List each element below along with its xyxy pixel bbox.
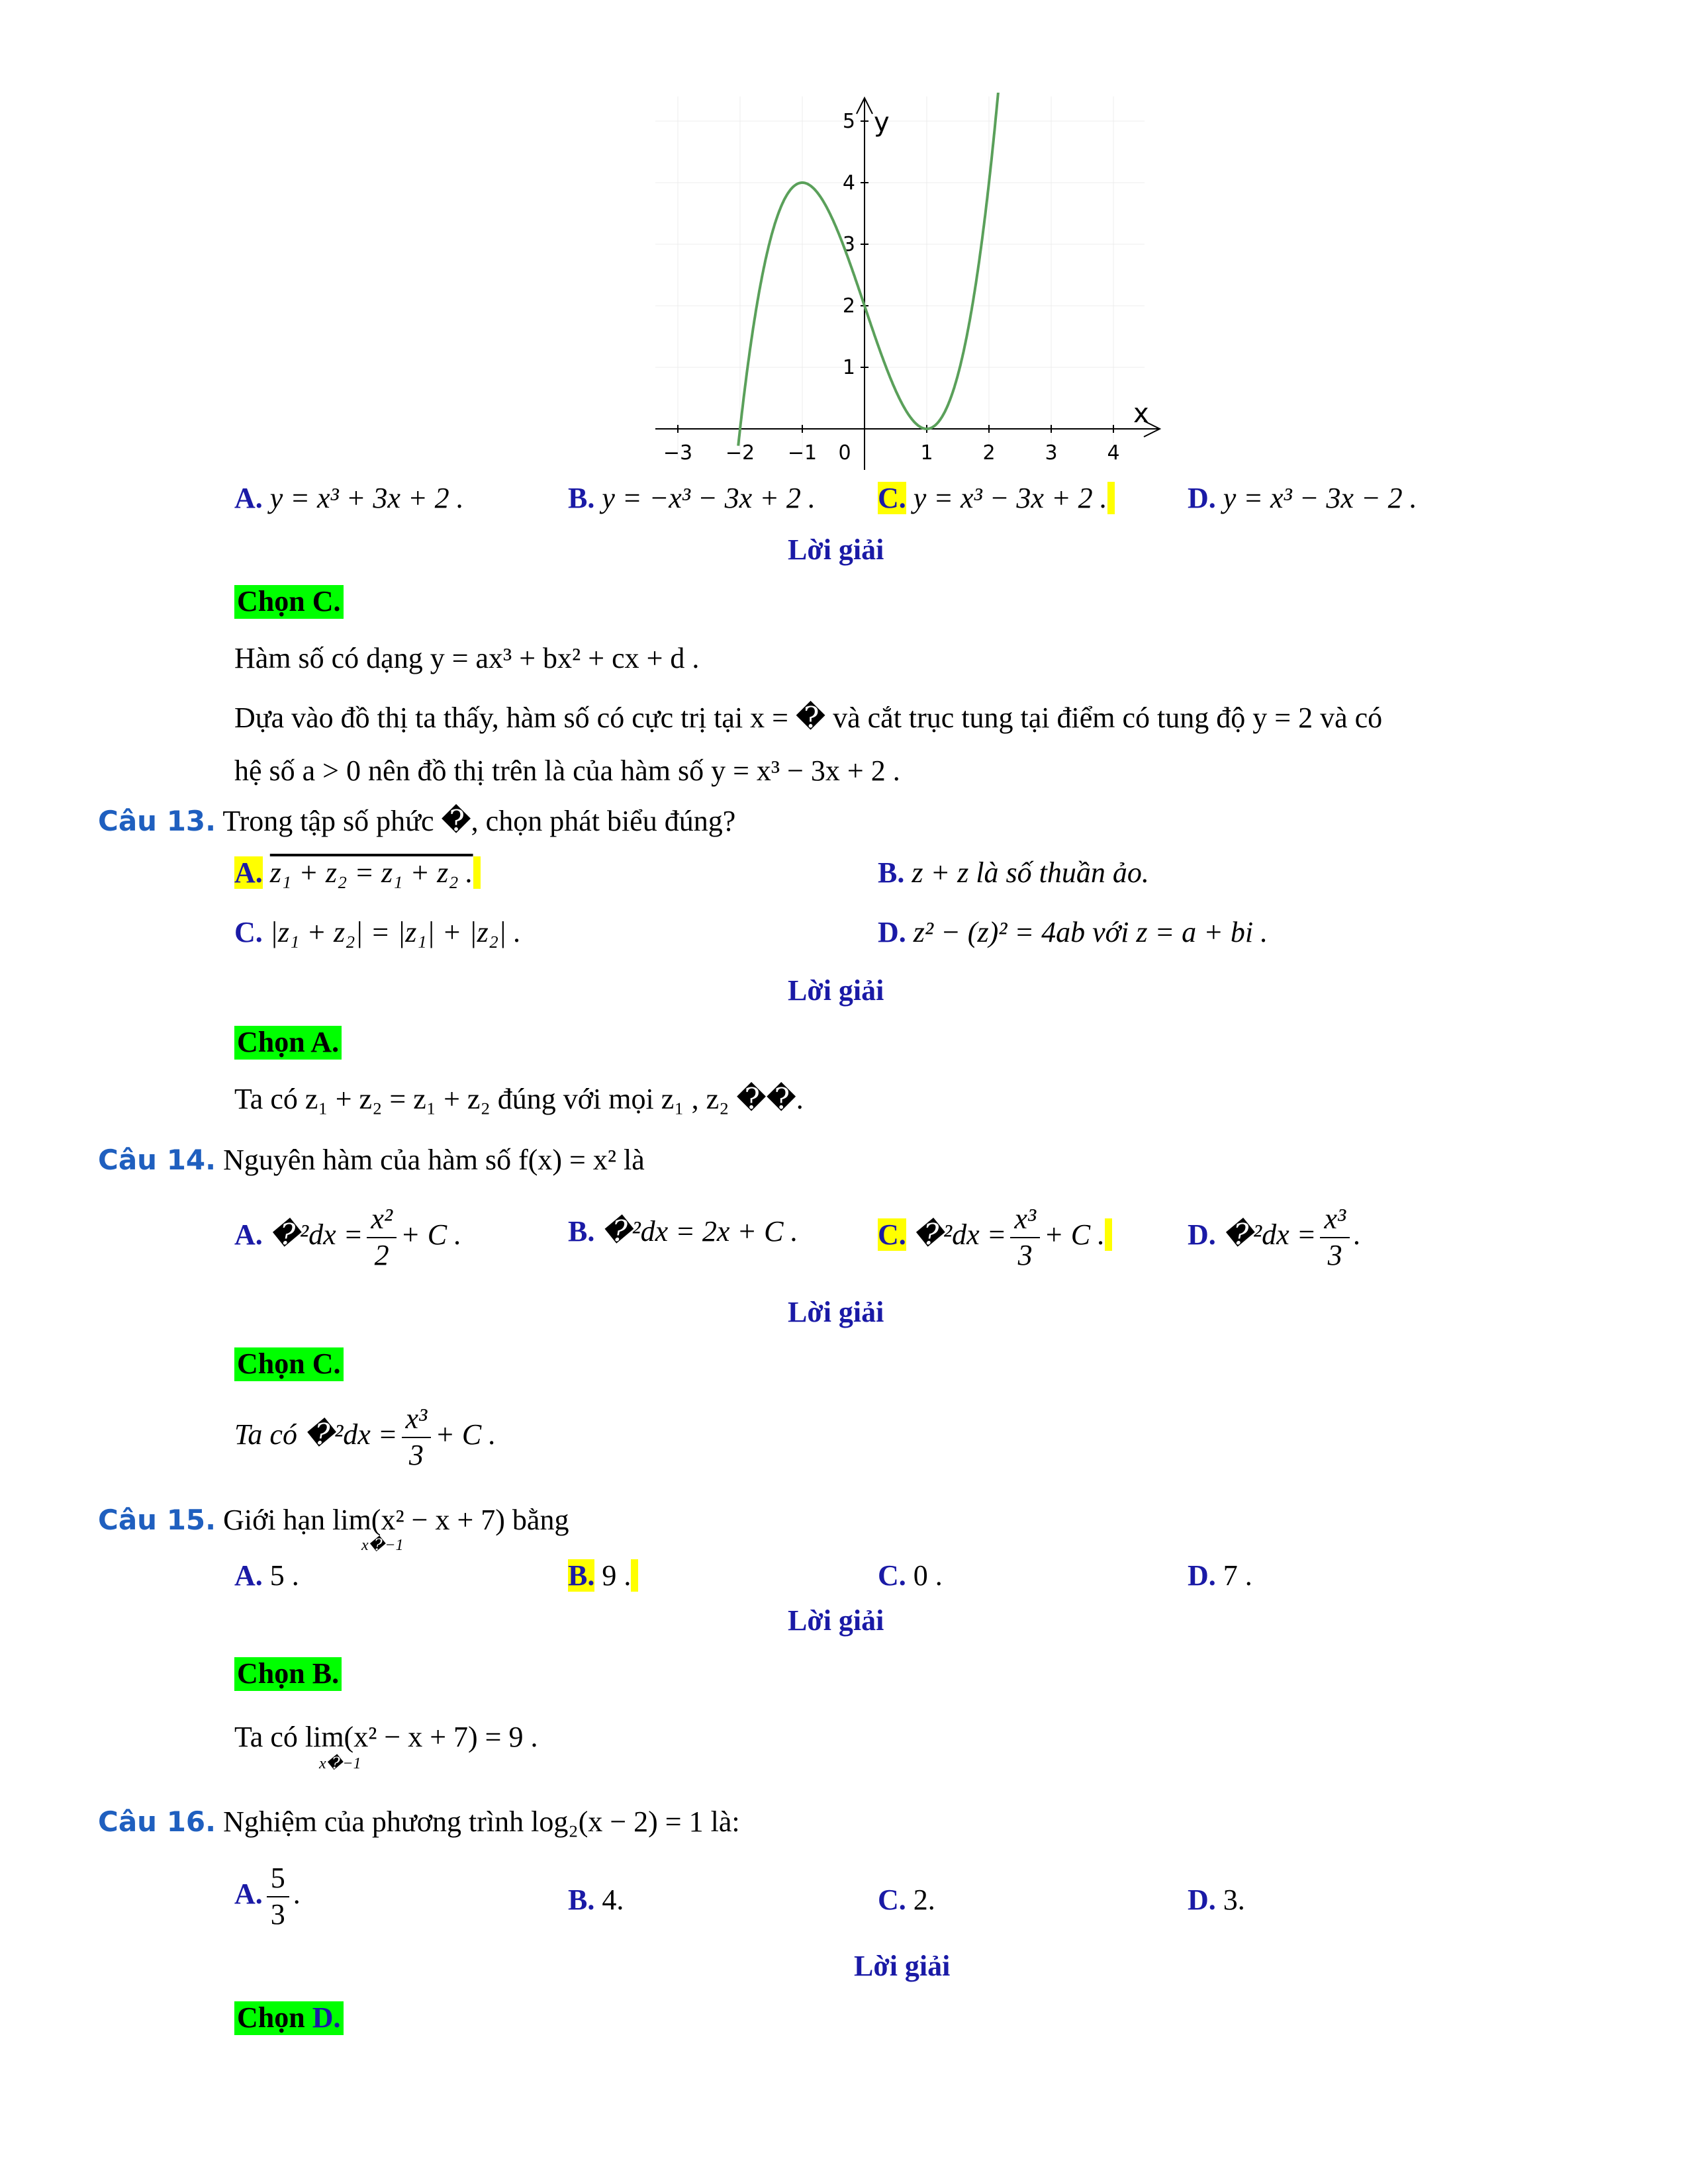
option-text: y = x³ − 3x + 2 .	[913, 482, 1107, 514]
question-text: Trong tập số phức �, chọn phát biểu đúng?	[222, 805, 736, 837]
option-label: A.	[234, 1559, 263, 1592]
q13-stem	[98, 805, 735, 839]
option-label: C.	[878, 1218, 906, 1251]
chon-prefix: Chọn	[237, 2001, 312, 2034]
option-text: z² − (z)² = 4ab với z = a + bi .	[913, 916, 1268, 948]
option-lead: �²dx =	[1223, 1218, 1317, 1251]
question-number: Câu 16.	[98, 1805, 216, 1838]
q12-solution-1: Hàm số có dạng y = ax³ + bx² + cx + d .	[234, 642, 700, 674]
option-text: z₁ + z₂ = z₁ + z₂ .	[269, 856, 473, 889]
option-label: C.	[878, 482, 906, 514]
option-label: B.	[568, 1884, 595, 1916]
chon-letter: D.	[312, 2001, 341, 2034]
function-graph	[655, 93, 1172, 477]
x-tick-label: 4	[1107, 441, 1120, 465]
cubic-curve	[738, 93, 999, 446]
option-text: z + z là số thuần ảo.	[912, 856, 1149, 889]
option-label: D.	[1188, 1218, 1216, 1251]
q15-option-b	[568, 1559, 638, 1593]
option-tail: + C .	[400, 1218, 462, 1251]
option-text: 9 .	[602, 1559, 632, 1592]
option-text: |z₁ + z₂| = |z₁| + |z₂| .	[269, 916, 522, 948]
q14-option-a	[234, 1202, 461, 1273]
q12-option-d	[1188, 482, 1417, 516]
option-label: D.	[1188, 482, 1216, 514]
option-lead: �²dx =	[913, 1218, 1007, 1251]
option-label: D.	[1188, 1559, 1216, 1592]
q16-option-d	[1188, 1884, 1245, 1917]
x-tick-labels	[663, 425, 1120, 465]
option-text: 4.	[602, 1884, 624, 1916]
option-text: 3.	[1223, 1884, 1245, 1916]
option-label: C.	[234, 916, 263, 948]
q15-chon: Chọn B.	[234, 1657, 342, 1691]
q14-solution	[234, 1402, 496, 1473]
x-tick-label: 0	[838, 441, 851, 465]
option-text: y = x³ − 3x − 2 .	[1223, 482, 1417, 514]
question-number: Câu 15.	[98, 1504, 216, 1536]
option-label: B.	[568, 1215, 595, 1248]
q12-solution-2: Dựa vào đồ thị ta thấy, hàm số có cực trị tại x = � và cắt trục tung tại điểm có tung độ y = 2 và có	[234, 702, 1383, 734]
q13-option-b	[878, 856, 1149, 890]
option-label: B.	[568, 1559, 595, 1592]
solution-lead: Ta có �²dx =	[234, 1418, 398, 1451]
x-tick-label: 2	[982, 441, 996, 465]
option-text: 7 .	[1223, 1559, 1252, 1592]
q16-option-b	[568, 1884, 624, 1917]
fraction: $\frac{\text{x²}}{2}$	[367, 1202, 397, 1273]
option-label: B.	[878, 856, 905, 889]
q14-option-d	[1188, 1202, 1361, 1273]
q14-option-b	[568, 1215, 798, 1249]
q14-option-c	[878, 1202, 1112, 1273]
fraction: $\frac{\text{x³}}{3}$	[402, 1402, 432, 1473]
question-number: Câu 13.	[98, 805, 216, 837]
option-label: A.	[234, 1218, 263, 1251]
fraction: $\frac{5}{3}$	[267, 1861, 289, 1933]
q15-loi-giai: Lời giải	[788, 1604, 884, 1637]
y-tick-label: 1	[842, 356, 855, 379]
q14-chon: Chọn C.	[234, 1347, 344, 1381]
y-tick-label: 4	[842, 171, 855, 195]
question-number: Câu 14.	[98, 1144, 216, 1176]
question-text: Nguyên hàm của hàm số f(x) = x² là	[223, 1144, 645, 1176]
q15-option-c	[878, 1559, 943, 1593]
x-tick-label: −3	[663, 441, 693, 465]
option-label: C.	[878, 1559, 906, 1592]
q13-solution: Ta có z₁ + z₂ = z₁ + z₂ đúng với mọi z₁ , z₂ ��.	[234, 1083, 804, 1115]
x-tick-label: 3	[1045, 441, 1058, 465]
q16-option-a	[234, 1861, 301, 1933]
option-tail: .	[293, 1877, 301, 1910]
option-label: B.	[568, 482, 595, 514]
fraction: $\frac{\text{x³}}{3}$	[1010, 1202, 1040, 1273]
option-tail: + C .	[1044, 1218, 1105, 1251]
x-axis-label: x	[1133, 398, 1149, 429]
solution-tail: + C .	[435, 1418, 496, 1451]
option-label: A.	[234, 482, 263, 514]
question-text: Nghiệm của phương trình log₂(x − 2) = 1 là:	[223, 1805, 740, 1838]
question-text: Giới hạn lim(x² − x + 7) bằng	[223, 1504, 569, 1536]
q15-solution-lim-subscript: x�−1	[319, 1755, 361, 1772]
y-tick-label: 3	[842, 233, 855, 256]
q15-stem	[98, 1504, 569, 1537]
option-lead: �²dx =	[269, 1218, 363, 1251]
option-text: 5 .	[269, 1559, 299, 1592]
q15-solution: Ta có lim(x² − x + 7) = 9 .	[234, 1721, 538, 1753]
option-label: D.	[878, 916, 906, 948]
y-axis-label: y	[874, 107, 890, 138]
option-text: y = x³ + 3x + 2 .	[269, 482, 464, 514]
q15-option-d	[1188, 1559, 1252, 1593]
q12-chon: Chọn C.	[234, 585, 344, 619]
q13-option-a	[234, 856, 481, 890]
q13-chon: Chọn A.	[234, 1026, 342, 1060]
q12-option-b	[568, 482, 816, 516]
option-text: y = −x³ − 3x + 2 .	[602, 482, 816, 514]
q13-loi-giai: Lời giải	[788, 974, 884, 1007]
q16-loi-giai: Lời giải	[854, 1950, 951, 1982]
x-tick-label: 1	[920, 441, 933, 465]
q15-lim-subscript: x�−1	[361, 1537, 404, 1554]
q14-stem	[98, 1144, 645, 1177]
q12-option-a	[234, 482, 464, 516]
y-tick-label: 2	[842, 295, 855, 318]
option-text: 0 .	[913, 1559, 943, 1592]
option-text: 2.	[913, 1884, 935, 1916]
x-tick-label: −2	[725, 441, 755, 465]
option-label: D.	[1188, 1884, 1216, 1916]
option-label: C.	[878, 1884, 906, 1916]
option-label: A.	[234, 856, 263, 889]
option-text: �²dx = 2x + C .	[602, 1215, 798, 1248]
y-tick-label: 5	[842, 110, 855, 133]
graph-grid	[655, 97, 1145, 460]
q13-option-c	[234, 916, 521, 950]
q14-loi-giai: Lời giải	[788, 1296, 884, 1328]
q12-loi-giai: Lời giải	[788, 533, 884, 566]
option-label: A.	[234, 1877, 263, 1910]
q13-option-d	[878, 916, 1268, 950]
option-tail: .	[1354, 1218, 1362, 1251]
fraction: $\frac{\text{x³}}{3}$	[1320, 1202, 1350, 1273]
q16-stem	[98, 1805, 740, 1839]
q12-option-c	[878, 482, 1115, 516]
q16-option-c	[878, 1884, 935, 1917]
q12-solution-3: hệ số a > 0 nên đồ thị trên là của hàm số y = x³ − 3x + 2 .	[234, 754, 900, 787]
q15-option-a	[234, 1559, 299, 1593]
x-tick-label: −1	[787, 441, 818, 465]
q16-chon	[234, 2001, 344, 2035]
